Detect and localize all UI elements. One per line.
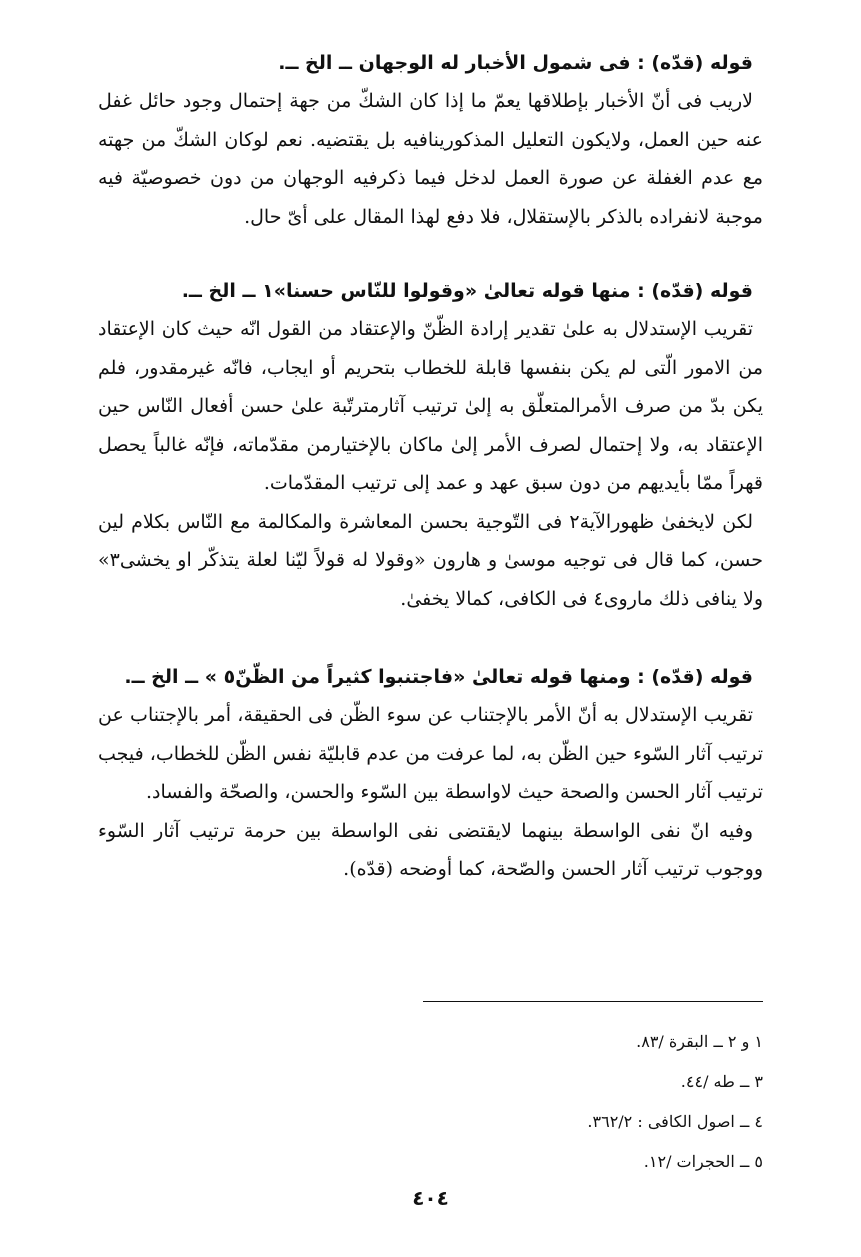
paragraph: وفيه انّ نفى الواسطة بينهما لايقتضى نفى الواسطة بين حرمة ترتيب آثار السّوء ووجوب ترتيب آثار الحسن والصّحة، كما أوضحه (قدّه). (98, 819, 763, 880)
section-heading: قوله (قدّه) : منها قوله تعالىٰ «وقولوا للنّاس حسنا»١ ــ الخ ــ. (181, 280, 753, 302)
section-heading: قوله (قدّه) : ومنها قوله تعالىٰ «فاجتنبوا كثيراً من الظّنّ٥ » ــ الخ ــ. (124, 666, 753, 688)
paragraph: تقريب الإستدلال به أنّ الأمر بالإجتناب عن سوء الظّن فى الحقيقة، أمر بالإجتناب عن ترتيب آثار السّوء حين الظّن به، لما عرفت من عدم قابليّة نفس الظّن للخطاب، فيجب ترتيب آثار الحسن والصحة حيث لاواسطة بين السّوء والحسن، والصحّة والفساد. (98, 704, 763, 803)
section-qulu-lil-nas (98, 276, 763, 618)
paragraph: لكن لايخفىٰ ظهورالآية٢ فى التّوجية بحسن المعاشرة والمكالمة مع النّاس بكلام لين حسن، كما قال فى توجيه موسىٰ و هارون «وقولا له قولاً ليّنا لعلة يتذكّر او يخشى٣» ولا ينافى ذلك ماروى٤ فى الكافى، كمالا يخفىٰ. (98, 510, 763, 610)
footnote: ٣ ــ طه /٤٤. (680, 1072, 763, 1091)
paragraph: لاريب فى أنّ الأخبار بإطلاقها يعمّ ما إذا كان الشكّ من جهة إحتمال وجود حائل غفل عنه حين العمل، ولايكون التعليل المذكورينافيه بل يقتضيه. نعم لوكان الشكّ من جهته مع عدم الغفلة عن صورة العمل لدخل فيما ذكرفيه الوجهان من دون خصوصيّة فيه موجبة لانفراده بالذكر بالإستقلال، فلا دفع لهذا المقال على أىّ حال. (98, 90, 763, 228)
footnote-divider (423, 1001, 763, 1002)
section-heading: قوله (قدّه) : فى شمول الأخبار له الوجهان ــ الخ ــ. (278, 52, 753, 74)
section-ijtanibu-al-zann (98, 662, 763, 889)
paragraph: تقريب الإستدلال به علىٰ تقدير إرادة الظّنّ والإعتقاد من القول انّه حيث كان الإعتقاد من الامور الّتى لم يكن بنفسها قابلة للخطاب بتحريم أو ايجاب، فانّه غيرمقدور، فلم يكن بدّ من صرف الأمرالمتعلّق به إلىٰ ترتيب آثارمترتّبة علىٰ حسن أفعال النّاس حين الإعتقاد به، ولا إحتمال لصرف الأمر إلىٰ ماكان بالإختيارمن مقدّماته، فإنّه غالباً يحصل قهراً ممّا بأيديهم من دون سبق عهد و عمد إلى ترتيب المقدّمات. (98, 318, 763, 494)
page-number: ٤٠٤ (412, 1186, 449, 1210)
footnote: ٥ ــ الحجرات /١٢. (643, 1152, 763, 1171)
footnote: ٤ ــ اصول الكافى : ٣٦٢/٢. (587, 1112, 763, 1131)
footnote: ١ و ٢ ــ البقرة /٨٣. (636, 1032, 763, 1051)
footnotes (123, 1022, 763, 1182)
section-shumul-al-akhbar (98, 48, 763, 236)
